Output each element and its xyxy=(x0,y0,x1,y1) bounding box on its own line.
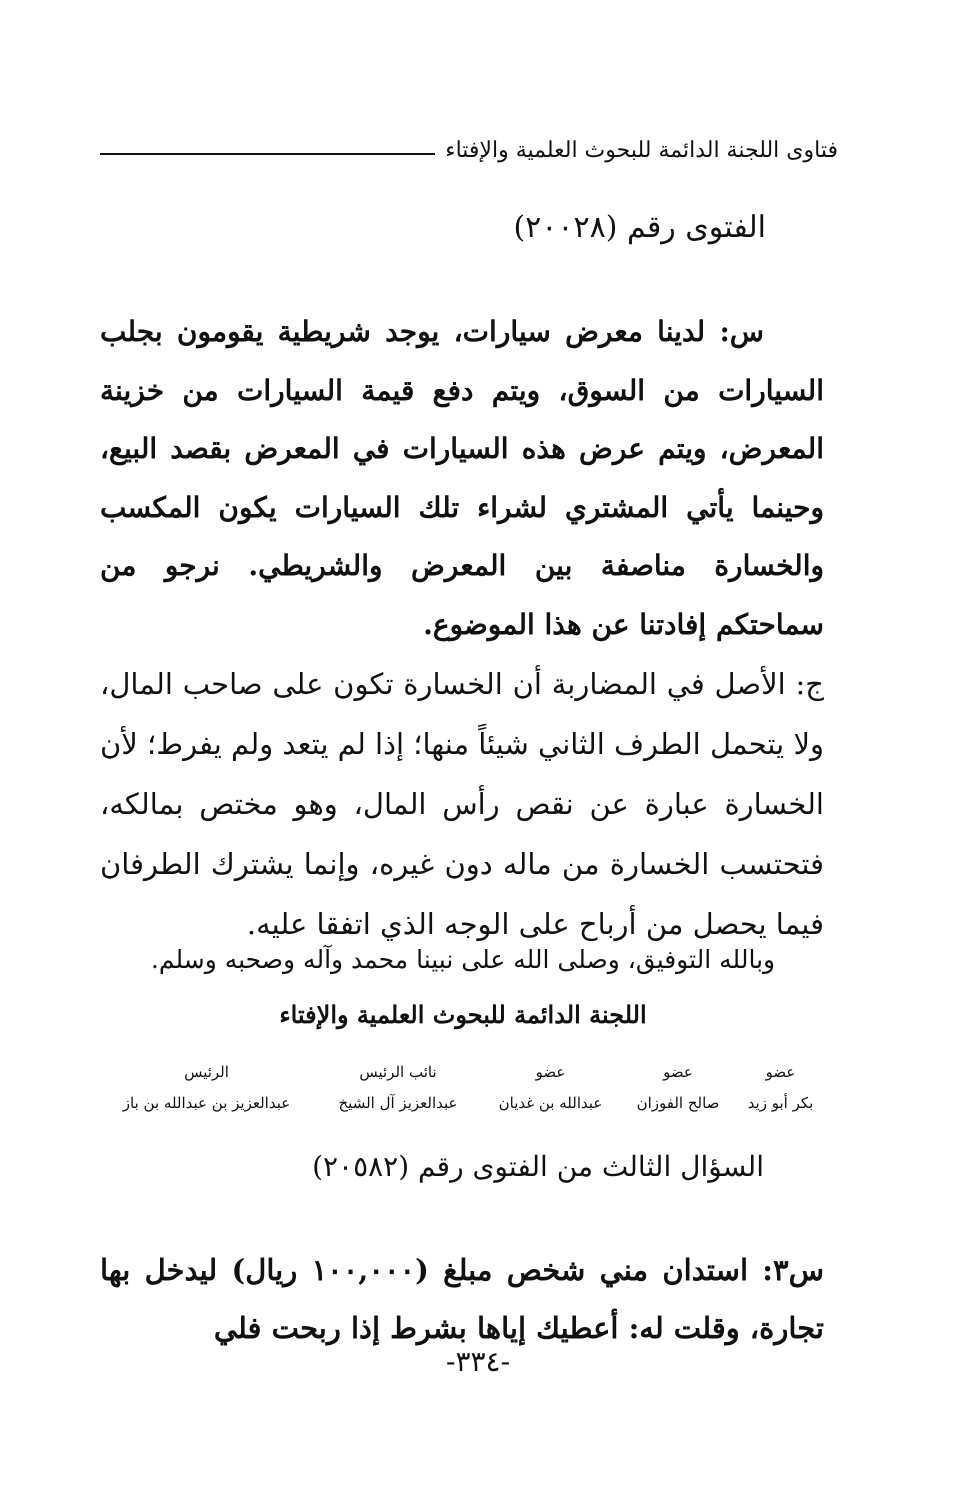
signature-name: بكر أبو زيد xyxy=(747,1094,814,1112)
signature-member-2 xyxy=(623,1058,733,1120)
committee-title: اللجنة الدائمة للبحوث العلمية والإفتاء xyxy=(279,1000,647,1029)
signature-name: عبدالله بن غديان xyxy=(498,1094,603,1112)
signature-role: عضو xyxy=(535,1063,566,1081)
page-number: -٣٣٤- xyxy=(445,1345,511,1378)
question-paragraph: س: لدينا معرض سيارات، يوجد شريطية يقومون بجلب السيارات من السوق، ويتم دفع قيمة السيارات من خزينة المعرض، ويتم عرض هذه السيارات في المعرض بقصد البيع، وحينما يأتي المشتري لشراء تلك السيارات يكون المكسب والخسارة مناصفة بين المعرض والشريطي. نرجو من سماحتكم إفادتنا عن هذا الموضوع. xyxy=(100,315,825,641)
signature-name: صالح الفوزان xyxy=(636,1094,720,1112)
signature-member-1 xyxy=(743,1058,818,1120)
next-question-heading: السؤال الثالث من الفتوى رقم (٢٠٥٨٢) xyxy=(312,1150,764,1183)
signature-name: عبدالعزيز آل الشيخ xyxy=(338,1094,458,1112)
signature-member-5 xyxy=(105,1058,308,1120)
signatures xyxy=(105,1058,818,1128)
next-question-paragraph: س٣: استدان مني شخص مبلغ (١٠٠,٠٠٠ ريال) ليدخل بها تجارة، وقلت له: أعطيك إياها بشرط إذا ربحت فلي xyxy=(100,1253,824,1345)
signature-name: عبدالعزيز بن عبدالله بن باز xyxy=(122,1094,291,1112)
closing-line: وبالله التوفيق، وصلى الله على نبينا محمد وآله وصحبه وسلم. xyxy=(150,945,776,974)
signature-member-4 xyxy=(318,1058,478,1120)
signature-role: عضو xyxy=(663,1063,693,1081)
answer-paragraph: ج: الأصل في المضاربة أن الخسارة تكون على صاحب المال، ولا يتحمل الطرف الثاني شيئاً منها؛ إذا لم يتعد ولم يفرط؛ لأن الخسارة عبارة عن نقص رأس المال، وهو مختص بمالكه، فتحتسب الخسارة من ماله دون غيره، وإنما يشترك الطرفان فيما يحصل من أرباح على الوجه الذي اتفقا عليه. xyxy=(100,667,824,941)
signature-role: عضو xyxy=(765,1063,796,1081)
page-header xyxy=(100,130,838,170)
signature-role: الرئيس xyxy=(184,1063,229,1081)
fatwa-number: الفتوى رقم (٢٠٠٢٨) xyxy=(513,210,766,245)
signature-role: نائب الرئيس xyxy=(359,1063,437,1081)
header-rule xyxy=(100,153,435,155)
signature-member-3 xyxy=(488,1058,613,1120)
running-title: فتاوى اللجنة الدائمة للبحوث العلمية والإفتاء xyxy=(445,137,838,163)
